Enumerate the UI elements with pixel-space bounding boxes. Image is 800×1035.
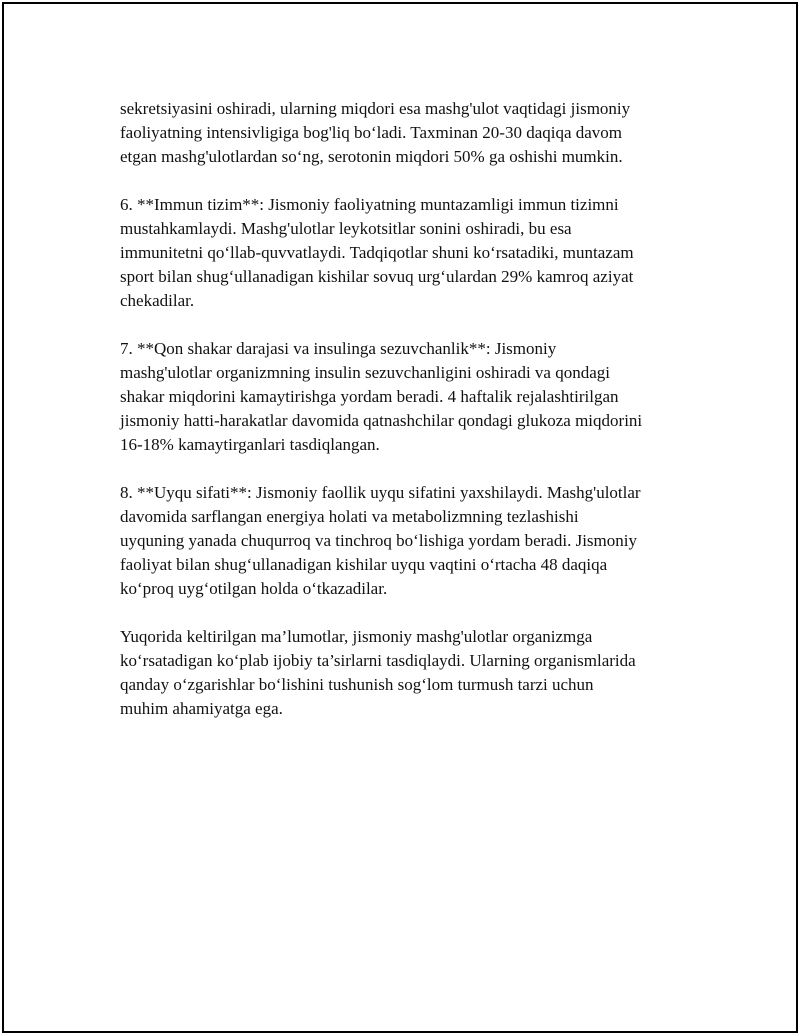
paragraph-serotonin-continuation: sekretsiyasini oshiradi, ularning miqdori esa mashg'ulot vaqtidagi jismoniy faoliyatning intensivligiga bog'liq bo‘ladi. Taxminan 20-30 daqiqa davom etgan mashg'ulotlardan so‘ng, serotonin miqdori 50% ga oshishi mumkin. xyxy=(120,99,631,166)
paragraph-immune-system: 6. **Immun tizim**: Jismoniy faoliyatning muntazamligi immun tizimni mustahkamlaydi. Mashg'ulotlar leykotsitlar sonini oshiradi, bu esa immunitetni qo‘llab-quvvatlaydi. Tadqiqotlar shuni ko‘rsatadiki, muntazam sport bilan shug‘ullanadigan kishilar sovuq urg‘ulardan 29% kamroq aziyat chekadilar. xyxy=(120,195,634,310)
paragraph-conclusion: Yuqorida keltirilgan ma’lumotlar, jismoniy mashg'ulotlar organizmga ko‘rsatadigan ko‘plab ijobiy ta’sirlarni tasdiqlaydi. Ularning organismlarida qanday o‘zgarishlar bo‘lishini tushunish sog‘lom turmush tarzi uchun muhim ahamiyatga ega. xyxy=(120,627,636,718)
document-page xyxy=(2,2,798,1033)
paragraph-sleep-quality: 8. **Uyqu sifati**: Jismoniy faollik uyqu sifatini yaxshilaydi. Mashg'ulotlar davomida sarflangan energiya holati va metabolizmning tezlashishi uyquning yanada chuqurroq va tinchroq bo‘lishiga yordam beradi. Jismoniy faoliyat bilan shug‘ullanadigan kishilar uyqu vaqtini o‘rtacha 48 daqiqa ko‘proq uyg‘otilgan holda o‘tkazadilar. xyxy=(120,483,641,598)
paragraph-blood-sugar: 7. **Qon shakar darajasi va insulinga sezuvchanlik**: Jismoniy mashg'ulotlar organizmning insulin sezuvchanligini oshiradi va qondagi shakar miqdorini kamaytirishga yordam beradi. 4 haftalik rejalashtirilgan jismoniy hatti-harakatlar davomida qatnashchilar qondagi glukoza miqdorini 16-18% kamaytirganlari tasdiqlangan. xyxy=(120,339,643,454)
document-body xyxy=(120,97,695,745)
